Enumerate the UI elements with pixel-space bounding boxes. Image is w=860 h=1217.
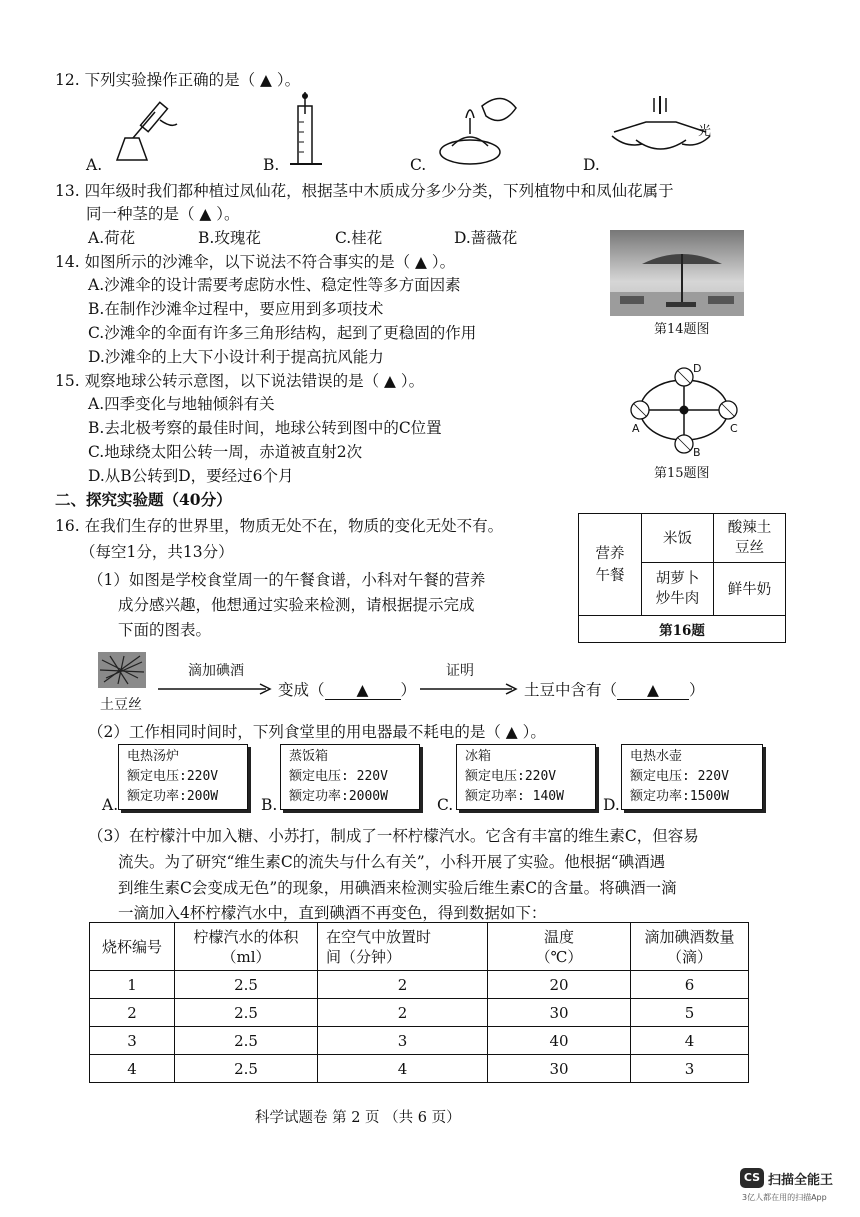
menu-item-milk: 鲜牛奶 — [714, 562, 786, 616]
menu-item-potato-line1: 酸辣土 — [727, 519, 772, 536]
appliance-d-power: 额定功率:1500W — [630, 789, 729, 804]
menu-item-potato-line2: 豆丝 — [735, 539, 764, 556]
header-beaker-text: 烧杯编号 — [101, 937, 162, 956]
flow-result — [278, 678, 416, 700]
header-iodine — [631, 923, 749, 971]
appliance-a-power: 额定功率:200W — [127, 789, 219, 804]
table-cell: 30 — [488, 999, 631, 1027]
table-cell: 6 — [631, 971, 749, 999]
table-cell: 30 — [488, 1055, 631, 1083]
q14-option-c: C.沙滩伞的伞面有许多三角形结构，起到了更稳固的作用 — [88, 324, 477, 342]
watermark-subtitle: 3亿人都在用的扫描App — [742, 1193, 827, 1202]
flow-conclusion-close: ） — [689, 681, 705, 699]
watermark-title: 扫描全能王 — [768, 1173, 834, 1188]
flow-conclusion — [524, 678, 705, 700]
table-cell: 2.5 — [175, 1027, 318, 1055]
q15-stem: 15. 观察地球公转示意图，以下说法错误的是（ ▲ ）。 — [55, 372, 425, 390]
table-cell: 2 — [318, 999, 488, 1027]
q15-caption: 第15题图 — [654, 466, 710, 481]
earth-orbit-diagram — [626, 364, 742, 462]
table-cell: 1 — [90, 971, 175, 999]
q16-p3-line2: 流失。为了研究“维生素C的流失与什么有关”，小科开展了实验。他根据“碘酒遇 — [118, 853, 666, 871]
appliance-a-name: 电热汤炉 — [127, 749, 180, 764]
graduated-cylinder-illustration — [284, 92, 334, 172]
q16-p2: （2）工作相同时间时，下列食堂里的用电器最不耗电的是（ ▲ ）。 — [88, 723, 546, 741]
flow-arrow2-icon — [420, 682, 520, 696]
experiment-data-table — [89, 922, 749, 1083]
q14-option-b: B.在制作沙滩伞过程中，要应用到多项技术 — [88, 300, 384, 318]
q13-stem-line1: 13. 四年级时我们都种植过凤仙花，根据茎中木质成分多少分类，下列植物中和凤仙花属于 — [55, 182, 674, 200]
appliance-b-name: 蒸饭箱 — [289, 749, 329, 764]
menu-label-line1: 营养 — [595, 545, 625, 562]
table-row — [90, 971, 749, 999]
flow-item-label: 土豆丝 — [100, 697, 142, 713]
q16-p3-line4: 一滴加入4杯柠檬汽水中，直到碘酒不再变色，得到数据如下： — [118, 904, 547, 922]
q12-stem: 12. 下列实验操作正确的是（ ▲ ）。 — [55, 71, 301, 89]
flow-result-text: 变成（ — [278, 681, 325, 699]
header-time-line2: 间（分钟） — [326, 947, 402, 966]
appliance-d-label — [621, 744, 763, 810]
q12-option-c-label: C. — [410, 156, 427, 174]
table-cell: 5 — [631, 999, 749, 1027]
table-row — [90, 1055, 749, 1083]
table-cell: 4 — [631, 1027, 749, 1055]
q16-p3-line1: （3）在柠檬汁中加入糖、小苏打，制成了一杯柠檬汽水。它含有丰富的维生素C，但容易 — [88, 827, 699, 845]
q12-option-d-label: D. — [583, 156, 600, 174]
orbit-point-d: D — [693, 362, 702, 375]
q14-stem: 14. 如图所示的沙滩伞，以下说法不符合事实的是（ ▲ ）。 — [55, 253, 456, 271]
lunch-menu-table — [578, 513, 786, 643]
menu-label-cell — [579, 514, 642, 616]
q13-option-a: A.荷花 — [88, 229, 136, 247]
flow-arrow2-label: 证明 — [446, 663, 474, 679]
q13-option-c: C.桂花 — [335, 229, 383, 247]
table-cell: 2.5 — [175, 971, 318, 999]
header-time-line1: 在空气中放置时 — [326, 927, 432, 946]
appliance-d-name: 电热水壶 — [630, 749, 683, 764]
page-footer: 科学试题卷 第 2 页 （共 6 页） — [255, 1110, 461, 1126]
appliance-c-label — [456, 744, 596, 810]
q16-stem-line1: 16. 在我们生存的世界里，物质无处不在，物质的变化无处不有。 — [55, 517, 504, 535]
appliance-b-letter: B. — [261, 796, 278, 814]
header-temperature — [488, 923, 631, 971]
table-cell: 3 — [631, 1055, 749, 1083]
orbit-point-c: C — [730, 422, 738, 435]
appliance-a-voltage: 额定电压:220V — [127, 769, 219, 784]
table-cell: 3 — [318, 1027, 488, 1055]
table-cell: 4 — [318, 1055, 488, 1083]
alcohol-lamp-illustration — [432, 88, 522, 170]
orbit-point-b: B — [693, 446, 701, 459]
table-cell: 20 — [488, 971, 631, 999]
q16-stem-line2: （每空1分，共13分） — [80, 543, 234, 561]
orbit-point-a: A — [632, 422, 640, 435]
table-cell: 2 — [90, 999, 175, 1027]
appliance-b-label — [280, 744, 420, 810]
q16-p1-line2: 成分感兴趣，他想通过实验来检测，请根据提示完成 — [118, 596, 475, 614]
q12-light-label: 光 — [698, 124, 712, 139]
header-time — [318, 923, 488, 971]
header-volume-line2: （ml） — [221, 947, 271, 966]
header-iodine-line2: （滴） — [666, 947, 712, 966]
camscanner-logo-icon: CS — [740, 1168, 764, 1188]
menu-item-beef-line2: 炒牛肉 — [655, 590, 700, 607]
q13-stem-line2: 同一种茎的是（ ▲ ）。 — [86, 205, 240, 223]
table-cell: 2 — [318, 971, 488, 999]
q14-caption: 第14题图 — [654, 322, 710, 337]
menu-item-rice: 米饭 — [642, 514, 714, 563]
header-beaker — [90, 923, 175, 971]
pouring-liquid-illustration — [105, 98, 185, 168]
q13-option-b: B.玫瑰花 — [198, 229, 261, 247]
table-cell: 2.5 — [175, 999, 318, 1027]
q16-p1-line3: 下面的图表。 — [118, 621, 212, 639]
header-iodine-line1: 滴加碘酒数量 — [644, 927, 735, 946]
appliance-d-letter: D. — [603, 796, 620, 814]
header-temperature-line2: （℃） — [535, 947, 583, 966]
q12-option-b-label: B. — [263, 156, 280, 174]
flow-arrow1-label: 滴加碘酒 — [188, 663, 244, 679]
q16-p1-line1: （1）如图是学校食堂周一的午餐食谱，小科对午餐的营养 — [88, 571, 486, 589]
potato-shreds-photo — [98, 652, 146, 688]
q16-p3-line3: 到维生素C会变成无色”的现象，用碘酒来检测实验后维生素C的含量。将碘酒一滴 — [118, 879, 677, 897]
q15-option-b: B.去北极考察的最佳时间，地球公转到图中的C位置 — [88, 419, 442, 437]
table-cell: 4 — [90, 1055, 175, 1083]
q15-option-a: A.四季变化与地轴倾斜有关 — [88, 395, 275, 413]
header-volume-line1: 柠檬汽水的体积 — [193, 927, 299, 946]
header-temperature-line1: 温度 — [543, 927, 574, 946]
q14-option-d: D.沙滩伞的上大下小设计利于提高抗风能力 — [88, 348, 384, 366]
appliance-b-power: 额定功率:2000W — [289, 789, 388, 804]
q13-option-d: D.蔷薇花 — [454, 229, 518, 247]
flow-arrow1-icon — [158, 682, 274, 696]
beach-umbrella-photo — [610, 230, 744, 316]
menu-item-potato — [714, 514, 786, 563]
table-row — [90, 1027, 749, 1055]
menu-caption: 第16题 — [579, 616, 786, 643]
table-cell: 2.5 — [175, 1055, 318, 1083]
flow-conclusion-text: 土豆中含有（ — [524, 681, 618, 699]
table-cell: 3 — [90, 1027, 175, 1055]
q15-option-d: D.从B公转到D，要经过6个月 — [88, 467, 294, 485]
table-header-row — [90, 923, 749, 971]
flow-result-close: ） — [400, 681, 417, 699]
q15-option-c: C.地球绕太阳公转一周，赤道被直射2次 — [88, 443, 363, 461]
flow-result-blank[interactable]: ▲ — [325, 681, 401, 700]
menu-item-beef — [642, 562, 714, 616]
menu-item-beef-line1: 胡萝卜 — [655, 570, 700, 587]
appliance-c-letter: C. — [437, 796, 454, 814]
appliance-a-letter: A. — [102, 796, 119, 814]
appliance-c-power: 额定功率: 140W — [465, 789, 564, 804]
section2-title: 二、探究实验题（40分） — [55, 490, 232, 509]
table-row — [90, 999, 749, 1027]
q12-option-a-label: A. — [86, 156, 103, 174]
appliance-a-label — [118, 744, 248, 810]
menu-label-line2: 午餐 — [595, 567, 625, 584]
flow-conclusion-blank[interactable]: ▲ — [617, 681, 689, 700]
table-cell: 40 — [488, 1027, 631, 1055]
appliance-c-voltage: 额定电压:220V — [465, 769, 557, 784]
appliance-c-name: 冰箱 — [465, 749, 492, 764]
appliance-d-voltage: 额定电压: 220V — [630, 769, 729, 784]
q14-option-a: A.沙滩伞的设计需要考虑防水性、稳定性等多方面因素 — [88, 276, 461, 294]
appliance-b-voltage: 额定电压: 220V — [289, 769, 388, 784]
header-volume — [175, 923, 318, 971]
